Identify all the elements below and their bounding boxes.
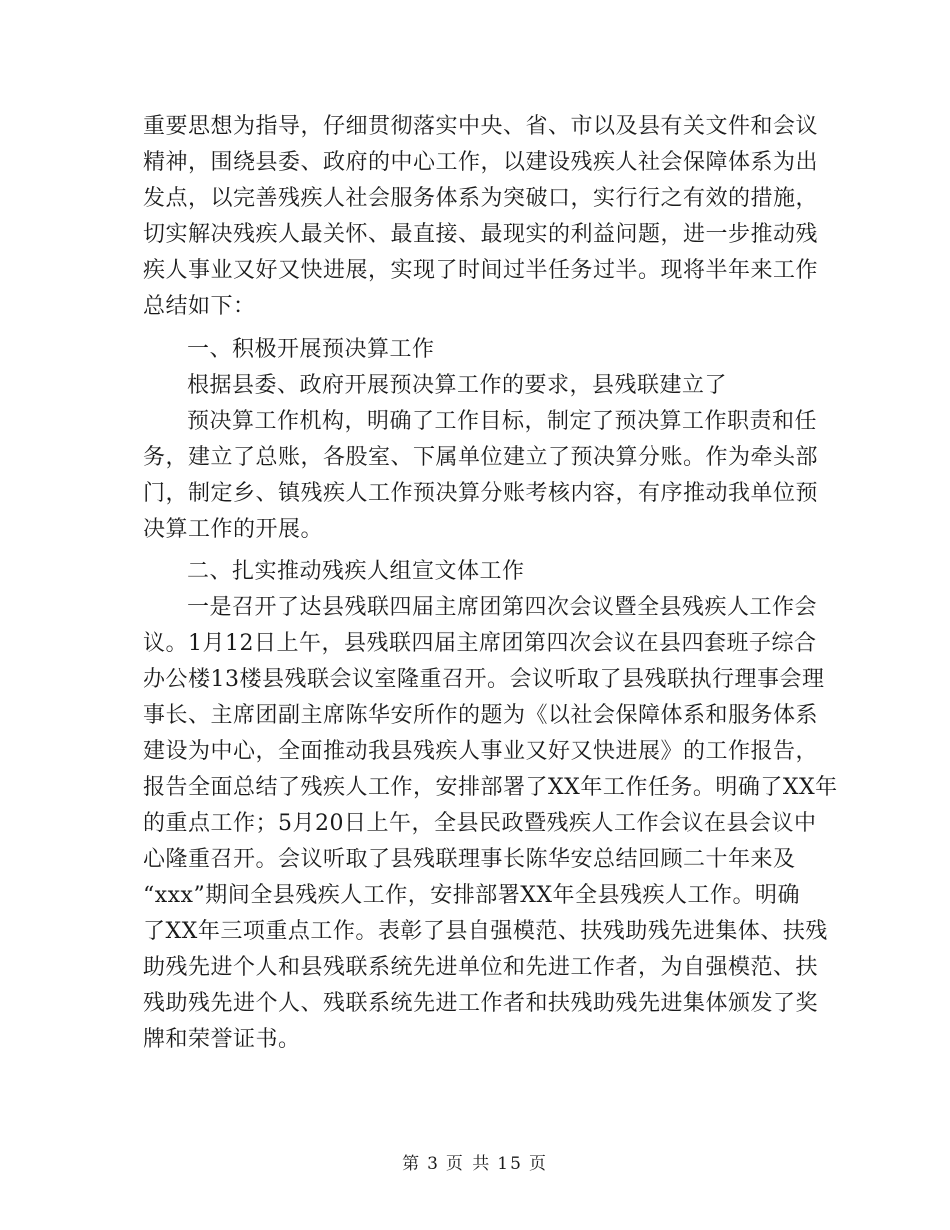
section-heading: 一、积极开展预决算工作: [187, 337, 435, 362]
page-footer: [0, 1152, 950, 1176]
footer-prefix: 第: [402, 1154, 422, 1174]
text-line: 牌和荣誉证书。: [143, 1027, 301, 1052]
text-line: 预决算工作机构，明确了工作目标，制定了预决算工作职责和任: [187, 409, 818, 434]
footer-suffix: 页: [528, 1154, 548, 1174]
text-line: 心隆重召开。会议听取了县残联理事长陈华安总结回顾二十年来及: [143, 847, 796, 872]
text-line: 的重点工作；5月20日上午，全县民政暨残疾人工作会议在县会议中: [143, 811, 817, 836]
text-line: 发点，以完善残疾人社会服务体系为突破口，实行行之有效的措施，: [143, 186, 819, 211]
text-line: 报告全面总结了残疾人工作，安排部署了XX年工作任务。明确了XX年: [143, 775, 838, 800]
section-heading: 二、扎实推动残疾人组宣文体工作: [187, 559, 525, 584]
text-line: 根据县委、政府开展预决算工作的要求，县残联建立了: [187, 373, 728, 398]
text-line: 议。1月12日上午，县残联四届主席团第四次会议在县四套班子综合: [143, 631, 817, 656]
text-line: 残助残先进个人、残联系统先进工作者和扶残助残先进集体颁发了奖: [143, 991, 819, 1016]
page-number: 3: [427, 1154, 440, 1174]
text-line: 切实解决残疾人最关怀、最直接、最现实的利益问题，进一步推动残: [143, 222, 819, 247]
text-line: 决算工作的开展。: [143, 517, 324, 542]
text-line: 办公楼13楼县残联会议室隆重召开。会议听取了县残联执行理事会理: [143, 667, 825, 692]
text-line: 务，建立了总账，各股室、下属单位建立了预决算分账。作为牵头部: [143, 445, 819, 470]
text-line: 门，制定乡、镇残疾人工作预决算分账考核内容，有序推动我单位预: [143, 481, 819, 506]
text-line: 疾人事业又好又快进展，实现了时间过半任务过半。现将半年来工作: [143, 258, 819, 283]
text-line: 重要思想为指导，仔细贯彻落实中央、省、市以及县有关文件和会议: [143, 114, 819, 139]
total-pages: 15: [497, 1154, 523, 1174]
text-line: 一是召开了达县残联四届主席团第四次会议暨全县残疾人工作会: [187, 595, 818, 620]
footer-mid: 页 共: [445, 1154, 492, 1174]
text-line: “xxx”期间全县残疾人工作，安排部署XX年全县残疾人工作。明确: [143, 883, 801, 908]
text-line: 精神，围绕县委、政府的中心工作，以建设残疾人社会保障体系为出: [143, 150, 819, 175]
text-line: 了XX年三项重点工作。表彰了县自强模范、扶残助残先进集体、扶残: [143, 919, 828, 944]
text-line: 总结如下：: [143, 294, 256, 319]
text-line: 事长、主席团副主席陈华安所作的题为《以社会保障体系和服务体系: [143, 703, 819, 728]
text-line: 助残先进个人和县残联系统先进单位和先进工作者，为自强模范、扶: [143, 955, 819, 980]
text-line: 建设为中心，全面推动我县残疾人事业又好又快进展》的工作报告，: [143, 739, 819, 764]
